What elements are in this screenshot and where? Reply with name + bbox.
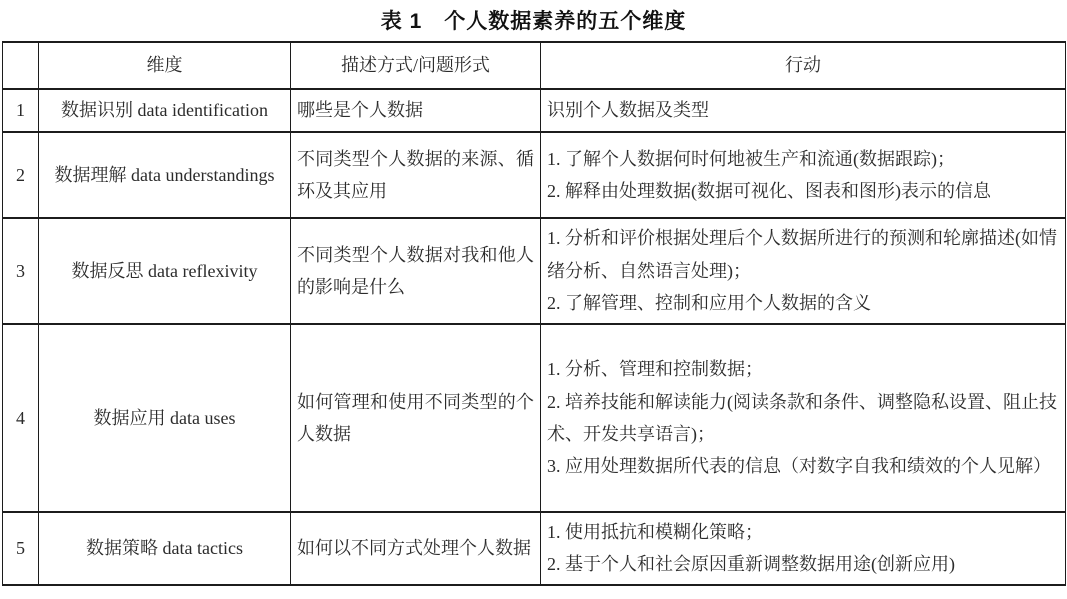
table-row xyxy=(3,218,1066,324)
action-cell xyxy=(541,89,1066,132)
action-item: 1. 使用抵抗和模糊化策略； xyxy=(547,522,763,542)
header-action: 行动 xyxy=(541,42,1066,89)
row-number: 2 xyxy=(3,132,39,218)
table-row xyxy=(3,512,1066,585)
table-row xyxy=(3,324,1066,512)
description-cell: 不同类型个人数据对我和他人的影响是什么 xyxy=(291,218,541,324)
header-index xyxy=(3,42,39,89)
action-item: 1. 了解个人数据何时何地被生产和流通(数据跟踪)； xyxy=(547,148,955,169)
dimension-cell: 数据理解 data understandings xyxy=(39,132,291,218)
table-row xyxy=(3,89,1066,132)
action-item: 1. 分析和评价根据处理后个人数据所进行的预测和轮廓描述(如情绪分析、自然语言处理)； xyxy=(547,228,1057,281)
table-caption: 表 1 个人数据素养的五个维度 xyxy=(380,10,687,33)
dimension-cell: 数据应用 data uses xyxy=(39,324,291,512)
row-number: 1 xyxy=(3,89,39,132)
header-dimension: 维度 xyxy=(39,42,291,89)
action-item: 2. 了解管理、控制和应用个人数据的含义 xyxy=(547,293,871,314)
action-cell xyxy=(541,512,1066,585)
table-header-row xyxy=(3,42,1066,89)
dimension-cell: 数据策略 data tactics xyxy=(39,512,291,585)
header-description: 描述方式/问题形式 xyxy=(291,42,541,89)
description-cell: 哪些是个人数据 xyxy=(291,89,541,132)
action-item: 3. 应用处理数据所代表的信息（对数字自我和绩效的个人见解） xyxy=(547,456,1051,477)
row-number: 3 xyxy=(3,218,39,324)
row-number: 5 xyxy=(3,512,39,585)
action-cell xyxy=(541,218,1066,324)
dimension-cell: 数据反思 data reflexivity xyxy=(39,218,291,324)
action-item: 2. 基于个人和社会原因重新调整数据用途(创新应用) xyxy=(547,554,955,575)
dimensions-table xyxy=(2,41,1066,586)
action-item: 1. 分析、管理和控制数据； xyxy=(547,359,763,380)
description-cell: 不同类型个人数据的来源、循环及其应用 xyxy=(291,132,541,218)
action-item: 2. 解释由处理数据(数据可视化、图表和图形)表示的信息 xyxy=(547,181,991,201)
action-cell xyxy=(541,324,1066,512)
action-item: 2. 培养技能和解读能力(阅读条款和条件、调整隐私设置、阻止技术、开发共享语言)； xyxy=(547,391,1057,444)
description-cell: 如何以不同方式处理个人数据 xyxy=(291,512,541,585)
description-cell: 如何管理和使用不同类型的个人数据 xyxy=(291,324,541,512)
action-cell xyxy=(541,132,1066,218)
action-item: 识别个人数据及类型 xyxy=(547,100,709,121)
dimension-cell: 数据识别 data identification xyxy=(39,89,291,132)
table-row xyxy=(3,132,1066,218)
row-number: 4 xyxy=(3,324,39,512)
